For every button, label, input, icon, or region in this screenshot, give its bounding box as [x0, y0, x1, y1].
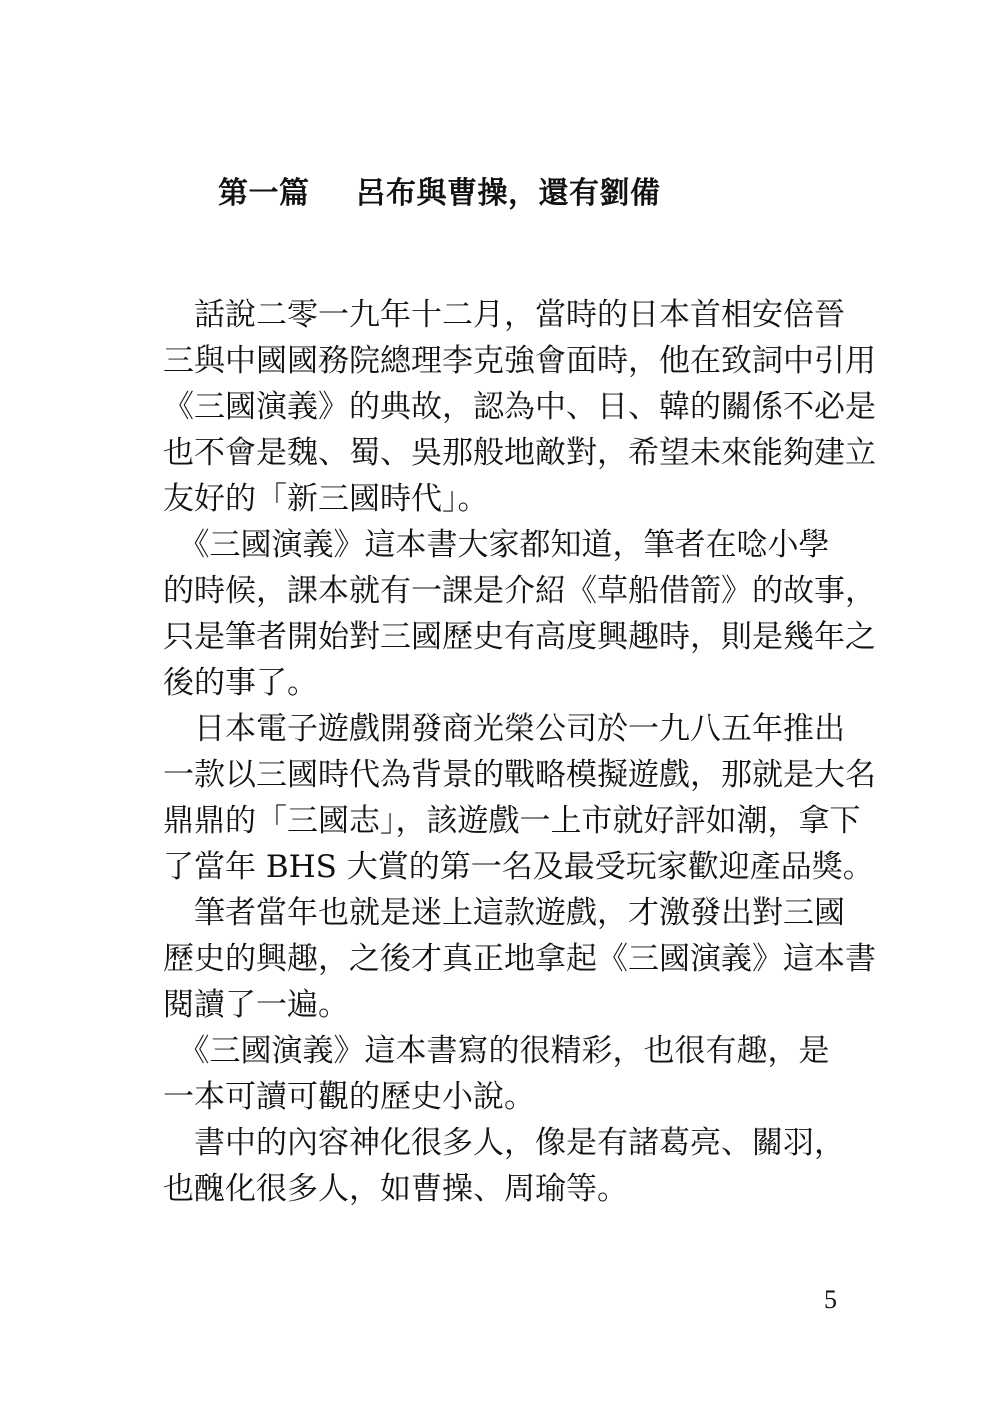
- text-line: 只是筆者開始對三國歷史有高度興趣時，則是幾年之: [163, 619, 876, 655]
- text-line: 閱讀了一遍。: [163, 987, 349, 1023]
- text-line: 歷史的興趣，之後才真正地拿起《三國演義》這本書: [163, 941, 876, 977]
- page-number: 5: [824, 1285, 837, 1314]
- body-text: [163, 292, 876, 1212]
- text-line: 筆者當年也就是迷上這款遊戲，才激發出對三國: [163, 895, 845, 931]
- paragraph: [163, 1028, 837, 1120]
- text-line: 一款以三國時代為背景的戰略模擬遊戲，那就是大名: [163, 757, 876, 793]
- text-line: 《三國演義》的典故，認為中、日、韓的關係不必是: [163, 389, 876, 425]
- text-line: 日本電子遊戲開發商光榮公司於一九八五年推出: [163, 711, 845, 747]
- text-line: 後的事了。: [163, 665, 318, 701]
- text-line: 也醜化很多人，如曹操、周瑜等。: [163, 1171, 628, 1207]
- text-line: 話說二零一九年十二月，當時的日本首相安倍晉: [163, 297, 845, 333]
- paragraph: [163, 890, 876, 1028]
- text-line: 一本可讀可觀的歷史小說。: [163, 1079, 535, 1115]
- text-line: 《三國演義》這本書寫的很精彩，也很有趣，是: [163, 1033, 830, 1069]
- paragraph: [163, 706, 876, 890]
- text-line: 書中的內容神化很多人，像是有諸葛亮、關羽，: [163, 1125, 845, 1161]
- paragraph: [163, 522, 876, 706]
- text-line: 的時候，課本就有一課是介紹《草船借箭》的故事，: [163, 573, 876, 609]
- chapter-number: 第一篇: [218, 176, 310, 211]
- chapter-heading: [218, 172, 661, 216]
- text-line: 了當年 BHS 大賞的第一名及最受玩家歡迎產品獎。: [163, 849, 874, 885]
- text-line: 三與中國國務院總理李克強會面時，他在致詞中引用: [163, 343, 876, 379]
- text-line: 也不會是魏、蜀、吳那般地敵對，希望未來能夠建立: [163, 435, 876, 471]
- paragraph: [163, 292, 876, 522]
- text-line: 鼎鼎的「三國志」，該遊戲一上市就好評如潮，拿下: [163, 803, 861, 839]
- text-line: 《三國演義》這本書大家都知道，筆者在唸小學: [163, 527, 830, 563]
- chapter-title: 呂布與曹操，還有劉備: [355, 176, 661, 211]
- text-line: 友好的「新三國時代」。: [163, 481, 489, 517]
- paragraph: [163, 1120, 845, 1212]
